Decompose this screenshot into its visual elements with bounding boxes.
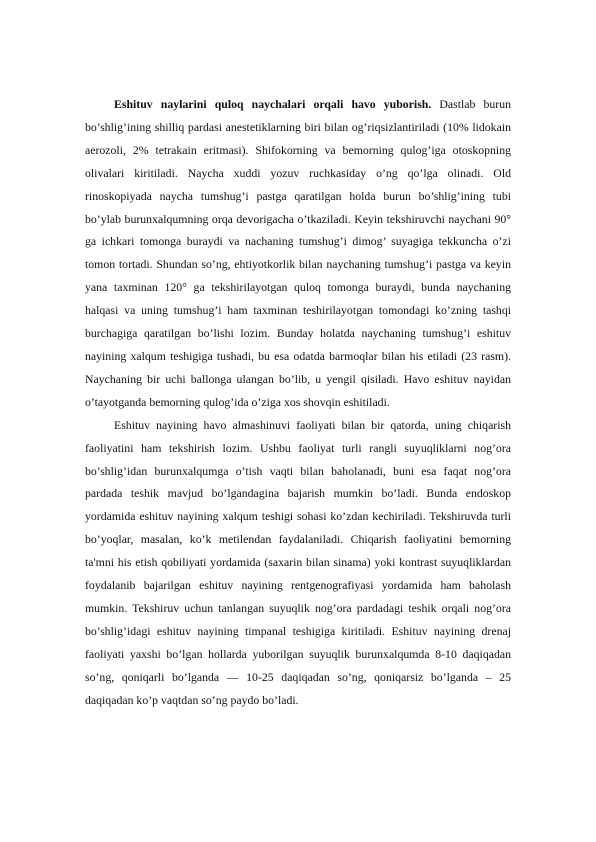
document-page	[85, 93, 511, 711]
paragraph-text: Eshituv nayining havo almashinuvi faoliyati bilan bir qatorda, uning chiqarish faoliyatini ham tekshirish lozim. Ushbu faoliyat turli rangli suyuqliklarni nog’ora bo’shlig’idan burunxalqumga o’tish vaqti bilan baholanadi, buni esa faqat nog’ora pardada teshik mavjud bo’lgandagina bajarish mumkin bo’ladi. Bunda endoskop yordamida eshituv nayining xalqum teshigi sohasi ko’zdan kechiriladi. Tekshiruvda turli bo’yoqlar, masalan, ko’k metilendan faydalaniladi. Chiqarish faoliyatini bemorning ta'mni his etish qobiliyati yordamida (saxarin bilan sinama) yoki kontrast suyuqliklardan foydalanib bajarilgan eshituv nayining rentgenografiyasi yordamida ham baholash mumkin. Tekshiruv uchun tanlangan suyuqlik nog’ora pardadagi teshik orqali nog’ora bo’shlig’idagi eshituv nayining timpanal teshigiga kiritiladi. Eshituv nayining drenaj faoliyati yaxshi bo’lgan hollarda yuborilgan suyuqlik burunxalqumda 8-10 daqiqadan so’ng, qoniqarli bo’lganda — 10-25 daqiqadan so’ng, qoniqarsiz bo’lganda – 25 daqiqadan ko’p vaqtdan so’ng paydo bo’ladi.	[85, 417, 511, 707]
paragraph-air-insufflation	[85, 93, 511, 414]
paragraph-heading: Eshituv naylarini quloq naychalari orqali havo yuborish.	[114, 97, 432, 111]
paragraph-drainage-function	[85, 414, 511, 712]
paragraph-text: Dastlab burun bo’shlig’ining shilliq pardasi anestetiklarning biri bilan og’riqsizlantiriladi (10% lidokain aerozoli, 2% tetrakain eritmasi). Shifokorning va bemorning qulog’iga otoskopning olivalari kiritiladi. Naycha xuddi yozuv ruchkasiday o’ng qo’lga olinadi. Old rinoskopiyada naycha tumshug’i pastga qaratilgan holda burun bo’shlig’ining tubi bo’ylab burunxalqumning orqa devorigacha o’tkaziladi. Keyin tekshiruvchi naychani 90° ga ichkari tomonga buraydi va nachaning tumshug’i dimog’ suyagiga tekkuncha o’zi tomon tortadi. Shundan so’ng, ehtiyotkorlik bilan naychaning tumshug’i pastga va keyin yana taxminan 120° ga tekshirilayotgan quloq tomonga buraydi, bunda naychaning halqasi va uning tumshug’i ham taxminan teshirilayotgan tomondagi ko’zning tashqi burchagiga qaratilgan bo’lishi lozim. Bunday holatda naychaning tumshug’i eshituv nayining xalqum teshigiga tushadi, bu esa odatda barmoqlar bilan his etiladi (23 rasm). Naychaning bir uchi ballonga ulangan bo’lib, u yengil qisiladi. Havo eshituv nayidan o’tayotganda bemorning qulog’ida o’ziga xos shovqin eshitiladi.	[85, 97, 511, 409]
